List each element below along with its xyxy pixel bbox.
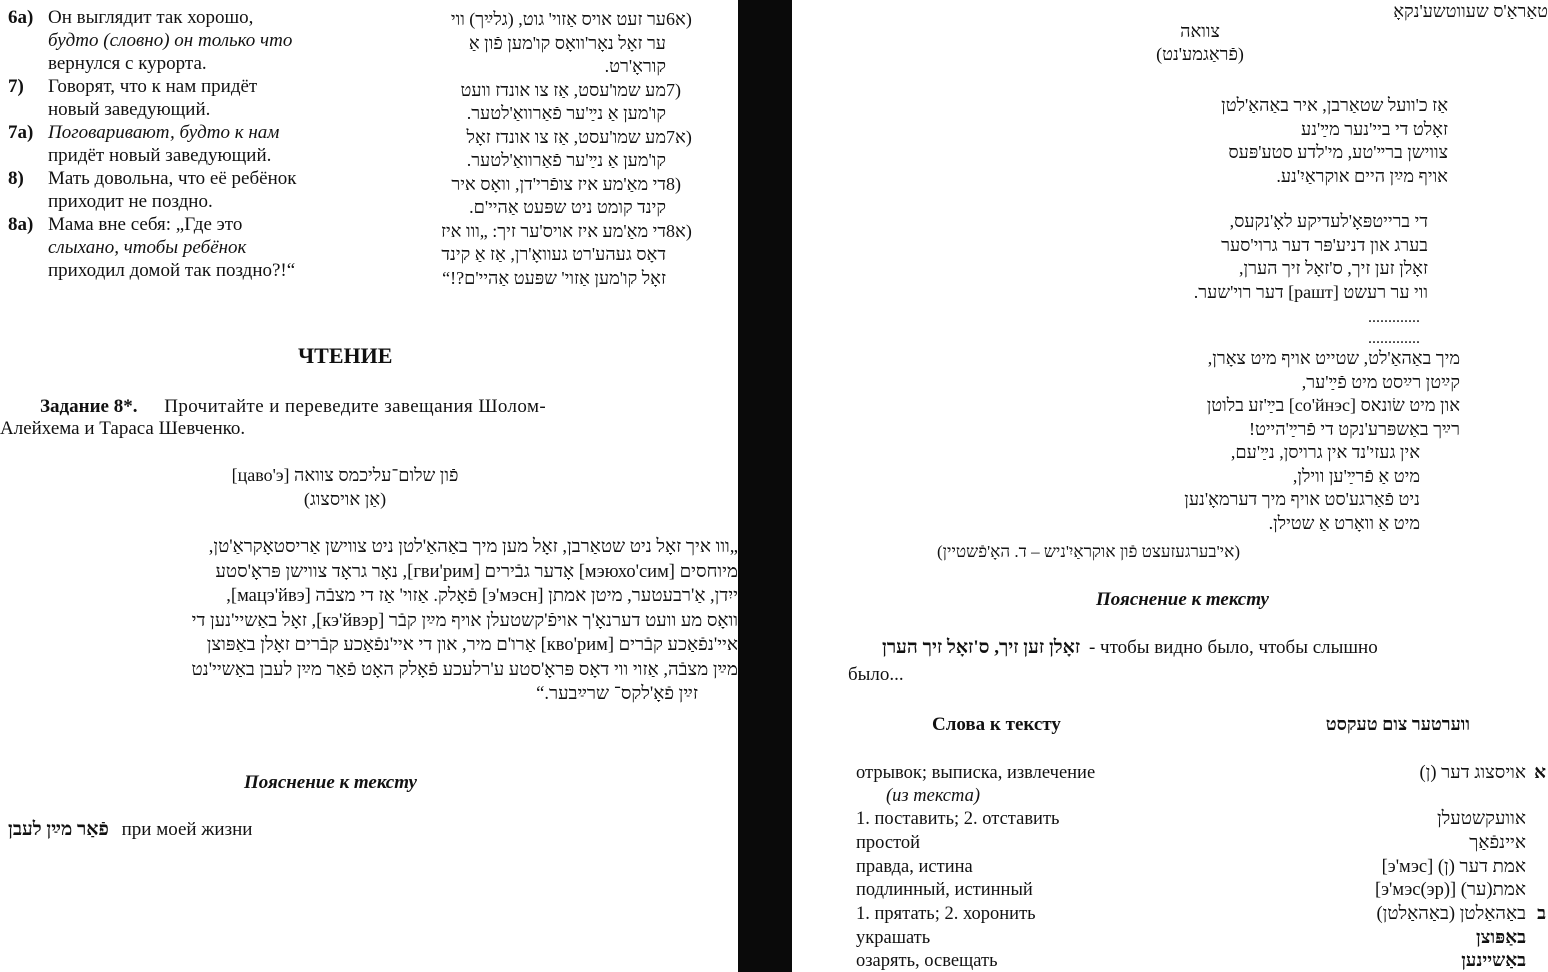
- poem-line: אַז כ'וועל שטאַרבן, איר באַהאַ'לטן: [1221, 95, 1448, 115]
- task-text: Прочитайте и переведите завещания Шолом-: [164, 396, 547, 417]
- translation-source: (אי'בערגעזעצט פֿון אוקראַיִ'ניש – ד. האָ'פֿשטיין): [937, 542, 1240, 561]
- poem-line: מיט אַ פֿרײַ'ען ווילן,: [1292, 465, 1420, 486]
- vocab-he: באַפּוצן: [1476, 928, 1526, 948]
- poem-stanza-3: [1000, 347, 1460, 535]
- vocab-he: אוועקשטעלן: [1436, 809, 1526, 829]
- poem-line: מיט אַ וואָרט אַ שטילן.: [1268, 512, 1420, 533]
- he-example-7a: 7א)מע שמו'עסט, אַז צו אונדז זאָל: [466, 126, 692, 147]
- poem-line: ניט פֿאַרגע'סט אויף מיך דערמאָ'נען: [1184, 489, 1420, 509]
- ru-example-6a: 6а) Он выглядит так хорошо,: [8, 7, 254, 28]
- will-subtitle: (אַן אויסצוג): [303, 489, 387, 509]
- he-example-line: קו'מען אַ נײַ'ער פֿאַרוואַ'לטער.: [466, 103, 666, 123]
- he-example-line: קוראָ'רט.: [604, 56, 666, 76]
- vocab-ru: правда, истина: [856, 857, 973, 877]
- he-example-7: 7)מע שמו'עסט, אַז צו אונדז וועט: [460, 79, 681, 100]
- vocab-letter: ב: [1537, 904, 1546, 924]
- ellipsis-dots: .............: [1368, 309, 1420, 326]
- ru-example-line: новый заведующий.: [48, 99, 211, 120]
- task-line-2: Алейхема и Тараса Шевченко.: [0, 418, 246, 439]
- words-heading-ru: Слова к тексту: [932, 714, 1061, 735]
- vocab-ru: простой: [856, 833, 921, 853]
- poem-line: און מיט שׂונאס [со'йнэс] בײַ'זע בלוטן: [1206, 395, 1460, 415]
- poem-line: מיך באַהאַ'לט, שטייט אויף מיט צאָרן,: [1207, 348, 1460, 368]
- note-entry-right: [882, 636, 1548, 659]
- vocab-he: באַשיינען: [1461, 951, 1526, 971]
- ru-example-8a: 8а) Мама вне себя: „Где это: [8, 214, 243, 235]
- note-heading-right: Пояснение к тексту: [1096, 589, 1269, 610]
- ru-example-7a: 7а) Поговаривают, будто к нам: [8, 122, 280, 143]
- will-line: איי'נפֿאַכע קבֿרים [кво'рим] אַרו'ם מיר, און די איי'נפֿאַכע קבֿרים זאָלן באַפּוצן: [206, 635, 738, 655]
- vocab-he: אויסצוג דער (ן): [1419, 763, 1526, 783]
- he-example-8: 8)די מאַ'מע איז צופֿרי'דן, וואָס איר: [451, 173, 681, 194]
- ellipsis-dots: .............: [1368, 330, 1420, 347]
- vocab-he: איינפֿאַך: [1469, 833, 1526, 853]
- he-example-line: זאָל קו'מען אַזוי' שפּעט אַהיי'ם?!“: [442, 267, 666, 288]
- russian-examples: [8, 6, 348, 282]
- will-line: וואָס מע וועט דערנאָ'ך אויפֿ'קשטעלן אויף מײַן קבֿר [кэ'йвэр], זאָל באַשיי'נען די: [191, 610, 738, 631]
- vocab-ru: 1. поставить; 2. отставить: [856, 809, 1060, 829]
- task-label: Задание 8*.: [40, 396, 138, 417]
- vocab-he: אמת(ער) [э'мэс(эр)]: [1374, 880, 1526, 900]
- will-line: מײַן מצבֿה, אַזוי ווי דאָס פּראָ'סטע ע'רלעכע פֿאָלק האָט פֿאַר מײַן לעבן באַשיי'נט: [191, 659, 738, 680]
- poem-line: קײַטן רײַסט מיט פֿײַ'ער,: [1301, 371, 1460, 392]
- poem-line: רײַך באַשפּרע'נקט די פֿרײַ'הייט!: [1248, 418, 1460, 439]
- ru-example-line: придёт новый заведующий.: [48, 145, 272, 166]
- he-example-8a: 8א)די מאַ'מע איז אויס'ער זיך: „ווו איז: [440, 220, 692, 241]
- note-heading-left: Пояснение к тексту: [244, 772, 417, 793]
- note-entry-right-cont: было...: [848, 664, 904, 685]
- note-entry-left: [8, 818, 252, 841]
- right-page: [790, 0, 1548, 972]
- poem-line: בערג און דניע'פּר דער גרוי'סער: [1221, 234, 1428, 255]
- vocab-ru: подлинный, истинный: [856, 880, 1033, 900]
- note-term: פֿאַר מײַן לעבן: [8, 819, 109, 840]
- ru-example-line: приходил домой так поздно?!“: [48, 260, 296, 281]
- ru-example-line: вернулся с курорта.: [48, 53, 207, 74]
- poem-subtitle: (פֿראַגמע'נט): [1156, 44, 1244, 64]
- poem-line: די ברייטפּאָ'לעדיקע לאָ'נקעס,: [1229, 211, 1428, 231]
- task-line-1: [40, 395, 710, 418]
- note-translation: - чтобы видно было, чтобы слышно: [1088, 637, 1378, 658]
- ru-example-7: 7) Говорят, что к нам придёт: [8, 76, 258, 97]
- vocab-he: אמת דער (ן) [э'мэс]: [1381, 857, 1526, 877]
- vocab-ru: (из текста): [886, 786, 980, 806]
- left-page: [0, 0, 740, 972]
- poem-line: אין געזי'נד אין גרויסן, נײַ'עם,: [1230, 442, 1420, 462]
- ru-example-line: приходит не поздно.: [48, 191, 213, 212]
- vocab-ru: 1. прятать; 2. хоронить: [856, 904, 1036, 924]
- book-spine-shadow: [738, 0, 792, 972]
- poem-line: אויף מײַן היים אוקראַיִ'נע.: [1276, 165, 1448, 186]
- poem-title: צוואה: [1180, 21, 1220, 41]
- he-example-6a: 6א)ער זעט אויס אַזוי' גוט, (גלײַך) ווי: [450, 9, 692, 29]
- will-line: „ווו איך זאָל ניט שטאַרבן, זאָל מען מיך באַהאַ'לטן ניט צווישן אַריסטאָקראַ'טן,: [208, 537, 738, 557]
- will-line: מיוחסים [мэюхо'сим] אָדער גבֿירים [гви'рим], נאָר גראָד צווישן פּראָ'סטע: [215, 561, 738, 582]
- ru-example-line: будто (словно) он только что: [48, 30, 293, 51]
- vocab-ru: украшать: [856, 928, 931, 948]
- poem-line: ווי ער רעשט [рашт] דער רוי'שער.: [1193, 281, 1428, 302]
- will-text: [0, 535, 738, 707]
- poem-line: צווישן ברײ'טע, מי'לדע סטע'פּעס: [1228, 142, 1448, 162]
- vocab-ru: отрывок; выписка, извлечение: [856, 763, 1096, 783]
- ru-example-line: слыхано, чтобы ребёнок: [48, 237, 247, 258]
- note-term: זאָלן זען זיך, ס'זאָל זיך הערן: [882, 637, 1081, 658]
- yiddish-examples: [350, 8, 700, 290]
- ru-example-8: 8) Мать довольна, что её ребёнок: [8, 168, 297, 189]
- will-line: זײַן פֿאָ'לקס־ שרײַבער.“: [536, 684, 698, 704]
- poem-stanza-2: [1008, 210, 1428, 304]
- vocab-he: באַהאַלטן (באַהאַלטן): [1376, 904, 1526, 924]
- he-example-line: קינד קומט ניט שפּעט אַהיי'ם.: [469, 197, 666, 217]
- he-example-line: ער זאָל נאָר'וואָס קו'מען פֿון אַ: [468, 32, 666, 53]
- will-line: ייִדן, אַ'רבעטער, מיטן אמתן [э'мэсн] פֿאָלק. אַזוי' אַז די מצבֿה [мацэ'йвэ],: [226, 586, 738, 606]
- poem-stanza-1: [1028, 94, 1448, 188]
- poem-line: זאָלט די ביי'נער מײַ'נע: [1301, 118, 1448, 139]
- poem-line: זאָלן זען זיך, ס'זאָל זיך הערן,: [1239, 258, 1428, 278]
- note-translation: при моей жизни: [121, 819, 253, 840]
- vocab-letter: א: [1534, 763, 1546, 783]
- will-title: [цаво'э] פֿון שלום־עליכמס צוואה: [231, 465, 459, 485]
- poet-name-header: טאַראַ'ס שעווטשע'נקאָ: [1393, 1, 1548, 21]
- vocab-ru: озарять, освещать: [856, 951, 998, 971]
- words-heading-he: ווערטער צום טעקסט: [1325, 714, 1470, 734]
- he-example-line: קו'מען אַ נײַ'ער פֿאַרוואַ'לטער.: [466, 150, 666, 170]
- reading-heading: ЧТЕНИЕ: [298, 343, 393, 368]
- he-example-line: דאָס געהע'רט געוואָ'רן, אַז אַ קינד: [441, 244, 666, 264]
